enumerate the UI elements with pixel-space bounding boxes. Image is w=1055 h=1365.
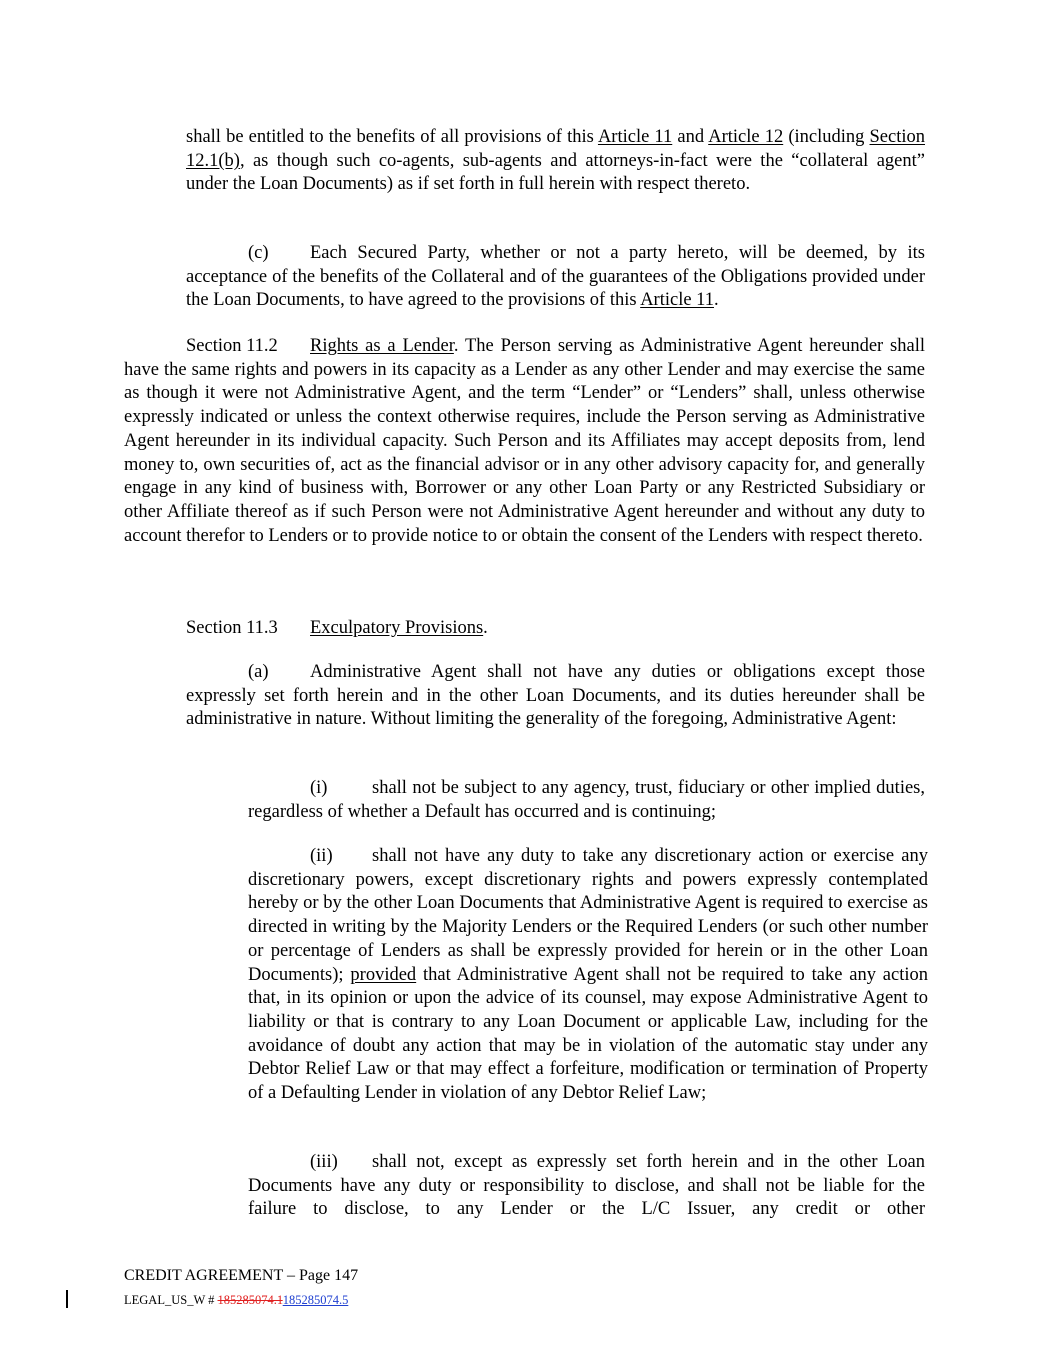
clause-iii: (iii) shall not, except as expressly set forth herein and in the other Loan Documents have any duty or responsibility to disclose, and shall not be liable for the failure to disclose, to any Lender or the L/C Issuer, any credit or other — [248, 1152, 925, 1220]
section-11-3-heading: Section 11.3 Exculpatory Provisions. — [186, 617, 925, 641]
document-number: LEGAL_US_W # 185285074.1185285074.5 — [124, 1293, 349, 1307]
paragraph-continuation: shall be entitled to the benefits of all provisions of this Article 11 and Article 12 (including Section 12.1(b), as though such co-agents, sub-agents and attorneys-in-fact were the “collateral agent” under the Loan Documents) as if set forth in full herein with respect thereto. — [186, 127, 925, 195]
page-footer-title: CREDIT AGREEMENT – Page 147 — [124, 1267, 359, 1284]
clause-iii-label: (iii) — [310, 1152, 338, 1172]
section-11-3-title: Exculpatory Provisions — [310, 618, 484, 638]
clause-ii: (ii) shall not have any duty to take any discretionary action or exercise any discretionary powers, except discretionary rights and powers expressly contemplated hereby or by the other Loan Documents that Administrative Agent is required to exercise as directed in writing by the Majority Lenders or the Required Lenders (or such other number or percentage of Lenders as shall be expressly provided for herein or in the other Loan Documents); provided that Administrative Agent shall not be required to take any action that, in its opinion or upon the advice of its counsel, may expose Administrative Agent to liability or that is contrary to any Loan Document or applicable Law, including for the avoidance of doubt any action that may be in violation of the automatic stay under any Debtor Relief Law or that may effect a forfeiture, modification or termination of Property of a Defaulting Lender in violation of any Debtor Relief Law; — [248, 846, 929, 1104]
section-11-2-title: Rights as a Lender — [310, 336, 454, 356]
article-12-reference: Article 12 — [708, 127, 784, 147]
paragraph-c-label: (c) — [248, 243, 269, 263]
deleted-doc-number: 185285074.1 — [217, 1293, 283, 1307]
provided-term: provided — [350, 964, 417, 985]
section-11-2-number: Section 11.2 — [186, 336, 278, 356]
clause-i-label: (i) — [310, 778, 328, 798]
revision-change-bar — [66, 1290, 68, 1308]
paragraph-a: (a) Administrative Agent shall not have any duties or obligations except those expressly set forth herein and in the other Loan Documents, and its duties hereunder shall be administrative in nature. Without limiting the generality of the foregoing, Administrative Agent: — [186, 662, 925, 730]
clause-i: (i) shall not be subject to any agency, trust, fiduciary or other implied duties, regardless of whether a Default has occurred and is continuing; — [248, 778, 925, 822]
paragraph-a-label: (a) — [248, 662, 269, 682]
section-11-3-number: Section 11.3 — [186, 618, 278, 638]
clause-ii-label: (ii) — [310, 846, 333, 866]
inserted-doc-number: 185285074.5 — [282, 1293, 349, 1307]
section-12-1b-reference: Section 12.1(b) — [186, 127, 925, 171]
section-11-2: Section 11.2 Rights as a Lender. The Person serving as Administrative Agent hereunder shall have the same rights and powers in its capacity as a Lender as any other Lender and may exercise the same as though it were not Administrative Agent, and the term “Lender” or “Lenders” shall, unless otherwise expressly indicated or unless the context otherwise requires, include the Person serving as Administrative Agent hereunder in its individual capacity. Such Person and its Affiliates may accept deposits from, lend money to, own securities of, act as the financial advisor or in any other advisory capacity for, and generally engage in any kind of business with, Borrower or any other Loan Party or any Restricted Subsidiary or other Affiliate thereof as if such Person were not Administrative Agent hereunder and without any duty to account therefor to Lenders or to provide notice to or obtain the consent of the Lenders with respect thereto. — [124, 336, 925, 546]
paragraph-c: (c) Each Secured Party, whether or not a party hereto, will be deemed, by its acceptance of the benefits of the Collateral and of the guarantees of the Obligations provided under the Loan Documents, to have agreed to the provisions of this Article 11. — [186, 243, 925, 311]
article-11-reference: Article 11 — [640, 290, 714, 311]
article-11-reference: Article 11 — [597, 127, 673, 147]
